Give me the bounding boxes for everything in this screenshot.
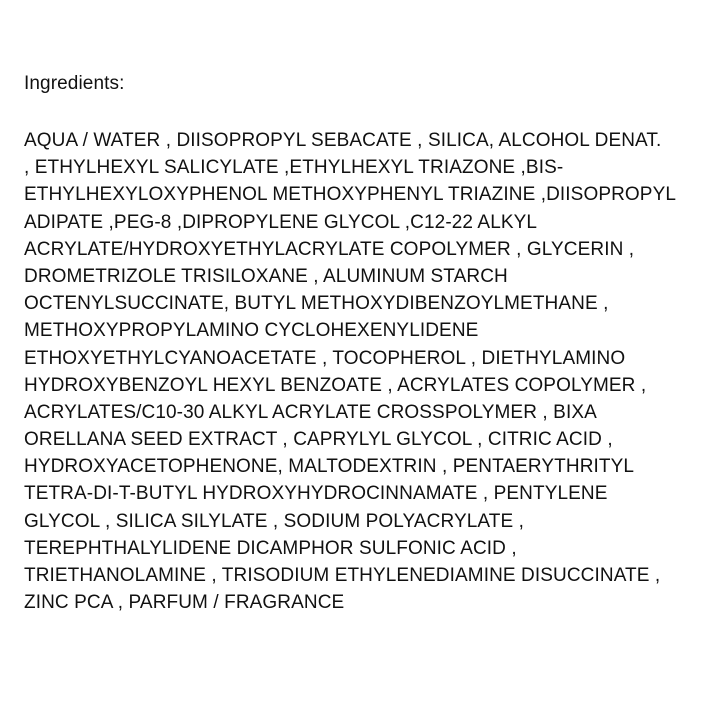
ingredient-line: AQUA / WATER , DIISOPROPYL SEBACATE , SILICA, ALCOHOL DENAT. [24, 130, 662, 151]
ingredient-line: ACRYLATES/C10-30 ALKYL ACRYLATE CROSSPOLYMER , BIXA [24, 401, 597, 423]
ingredient-line: ETHOXYETHYLCYANOACETATE , TOCOPHEROL , DIETHYLAMINO [24, 347, 626, 369]
ingredient-line: TEREPHTHALYLIDENE DICAMPHOR SULFONIC ACID , [24, 537, 517, 559]
ingredient-line: HYDROXYBENZOYL HEXYL BENZOATE , ACRYLATES COPOLYMER , [24, 374, 647, 396]
ingredient-line: GLYCOL , SILICA SILYLATE , SODIUM POLYACRYLATE , [24, 510, 525, 532]
ingredient-line: ACRYLATE/HYDROXYETHYLACRYLATE COPOLYMER , GLYCERIN , [24, 238, 635, 260]
ingredient-line: TETRA-DI-T-BUTYL HYDROXYHYDROCINNAMATE , PENTYLENE [24, 483, 608, 505]
ingredient-line: ZINC PCA , PARFUM / FRAGRANCE [24, 592, 345, 614]
ingredient-line: TRIETHANOLAMINE , TRISODIUM ETHYLENEDIAMINE DISUCCINATE , [24, 565, 661, 586]
ingredients-list [24, 127, 704, 616]
ingredient-line: DROMETRIZOLE TRISILOXANE , ALUMINUM STARCH [24, 265, 508, 287]
ingredient-line: ETHYLHEXYLOXYPHENOL METHOXYPHENYL TRIAZINE ,DIISOPROPYL [24, 184, 677, 206]
ingredient-line: ADIPATE ,PEG-8 ,DIPROPYLENE GLYCOL ,C12-22 ALKYL [24, 211, 538, 233]
ingredient-line: , ETHYLHEXYL SALICYLATE ,ETHYLHEXYL TRIAZONE ,BIS- [24, 157, 564, 179]
ingredient-line: HYDROXYACETOPHENONE, MALTODEXTRIN , PENTAERYTHRITYL [24, 456, 635, 478]
ingredient-line: OCTENYLSUCCINATE, BUTYL METHOXYDIBENZOYLMETHANE , [24, 293, 609, 315]
ingredient-line: ORELLANA SEED EXTRACT , CAPRYLYL GLYCOL , CITRIC ACID , [24, 429, 613, 451]
ingredient-line: METHOXYPROPYLAMINO CYCLOHEXENYLIDENE [24, 320, 479, 342]
ingredients-heading: Ingredients: [24, 73, 125, 94]
